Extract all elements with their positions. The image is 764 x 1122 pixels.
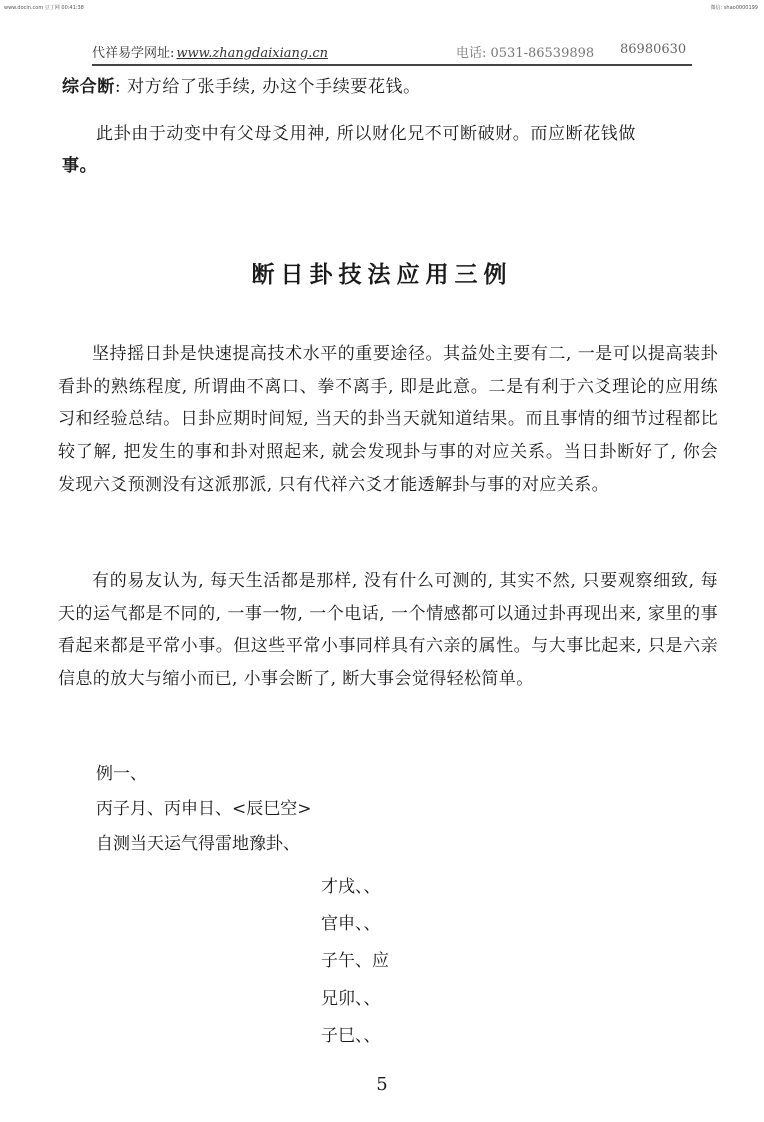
- site-info: [92, 42, 328, 61]
- phone-number: 电话: 0531-86539898: [456, 46, 595, 61]
- header-rule: [92, 64, 692, 66]
- scan-mark-right: 微信: shao0000199: [710, 5, 758, 11]
- conclusion-line: 综合断: 对方给了张手续, 办这个手续要花钱。: [62, 77, 421, 97]
- body-paragraph: 有的易友认为, 每天生活都是那样, 没有什么可测的, 其实不然, 只要观察细致, 每天的运气都是不同的, 一事一物, 一个电话, 一个情感都可以通过卦再现出来, 家里的事看起来都是平常小事。但这些平常小事同样具有六亲的属性。与大事比起来, 只是六亲信息的放大与缩小而已, 小事会断了, 断大事会觉得轻松简单。: [58, 571, 718, 690]
- yao-line: 才戌、、: [321, 877, 381, 897]
- example-label: 例一、: [96, 764, 147, 784]
- yao-line: 子巳、、: [321, 1026, 381, 1046]
- site-label: 代祥易学网址:: [92, 46, 175, 61]
- example-question: 自测当天运气得雷地豫卦、: [96, 834, 300, 854]
- yao-line: 官申、、: [321, 914, 381, 934]
- analysis-line-end: 事。: [62, 156, 98, 176]
- site-url: www.zhangdaixiang.cn: [176, 46, 328, 61]
- analysis-line: 此卦由于动变中有父母爻用神, 所以财化兄不可断破财。而应断花钱做: [96, 124, 637, 144]
- body-paragraph: 坚持摇日卦是快速提高技术水平的重要途径。其益处主要有二, 一是可以提高装卦看卦的熟练程度, 所谓曲不离口、拳不离手, 即是此意。二是有利于六爻理论的应用练习和经验总结。日卦应期时间短, 当天的卦当天就知道结果。而且事情的细节过程都比较了解, 把发生的事和卦对照起来, 就会发现卦与事的对应关系。当日卦断好了, 你会发现六爻预测没有这派那派, 只有代祥六爻才能透解卦与事的对应关系。: [58, 344, 718, 495]
- section-title: 断日卦技法应用三例: [251, 261, 513, 288]
- example-date: 丙子月、丙申日、<辰巳空>: [96, 799, 312, 819]
- scan-mark-left: www.docin.com 豆丁网 00:41:38: [4, 5, 84, 11]
- phone-number-2: 86980630: [620, 42, 687, 57]
- page-header: [92, 40, 694, 62]
- page-number: 5: [376, 1074, 388, 1095]
- yao-line: 兄卯、、: [321, 989, 381, 1009]
- yao-line: 子午、应: [321, 951, 389, 971]
